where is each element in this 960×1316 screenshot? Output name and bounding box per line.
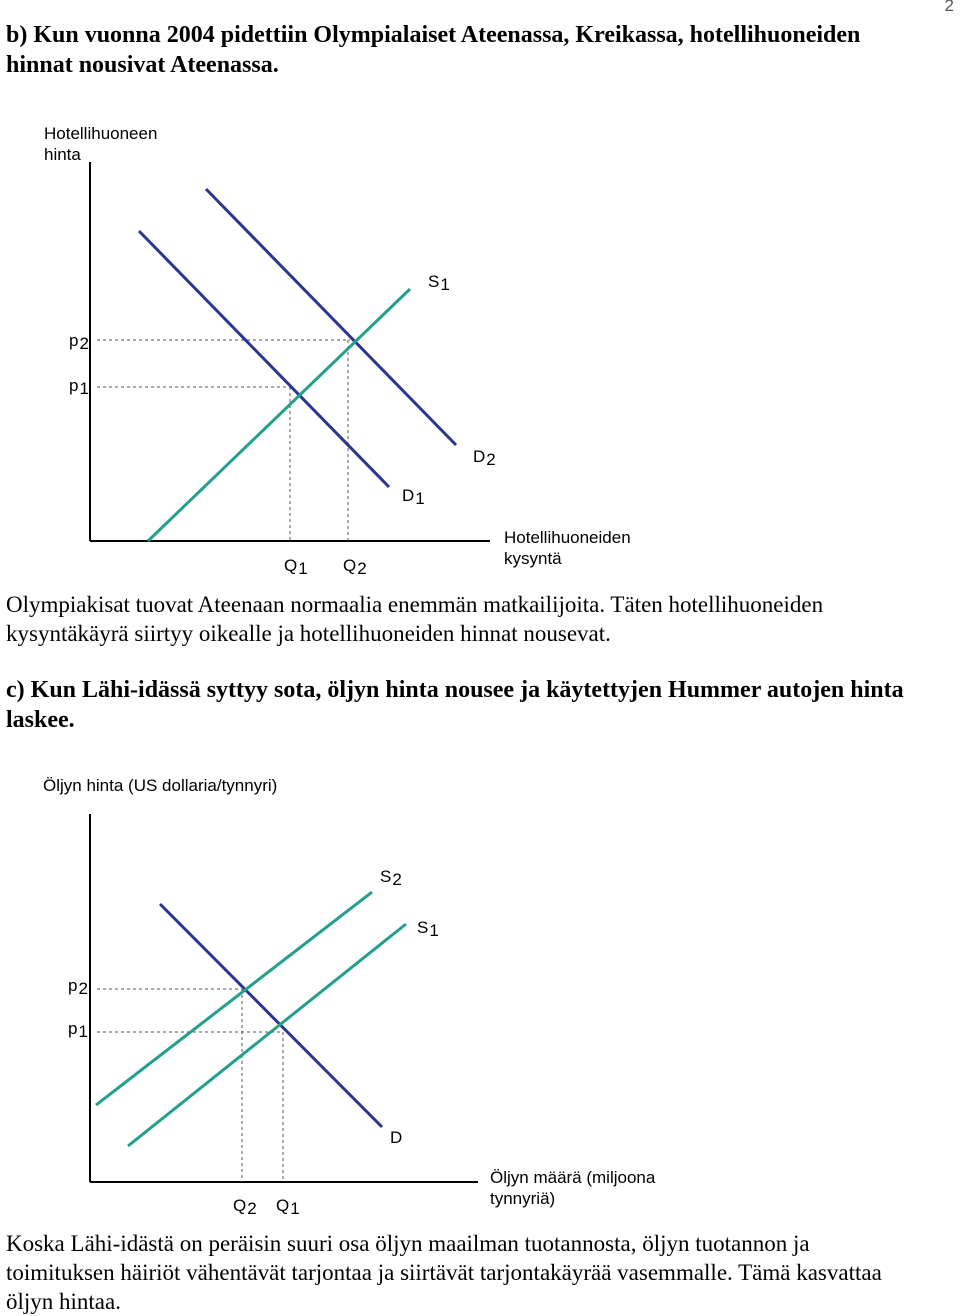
label-p2: p2 bbox=[68, 976, 88, 998]
y-axis-label-line1: Hotellihuoneen bbox=[44, 124, 158, 143]
x-axis-label-line2: tynnyriä) bbox=[490, 1189, 556, 1208]
section-b-heading-line2: hinnat nousivat Ateenassa. bbox=[6, 52, 279, 78]
label-p1: p1 bbox=[69, 376, 89, 398]
y-axis-label: Öljyn hinta (US dollaria/tynnyri) bbox=[43, 776, 278, 795]
demand-curve-d2 bbox=[206, 189, 456, 445]
section-c-heading bbox=[6, 675, 904, 735]
label-p2: p2 bbox=[69, 331, 89, 353]
section-c-explanation-line1: Koska Lähi-idästä on peräisin suuri osa öljyn maailman tuotannosta, öljyn tuotannon ja bbox=[6, 1231, 810, 1256]
section-c-explanation bbox=[6, 1229, 882, 1316]
label-q1: Q1 bbox=[276, 1196, 300, 1218]
section-c-explanation-line2: toimituksen häiriöt vähentävät tarjontaa ja siirtävät tarjontakäyrää vasemmalle. Tämä kasvattaa bbox=[6, 1260, 882, 1285]
y-axis-label-line2: hinta bbox=[44, 145, 81, 164]
section-b-explanation-line1: Olympiakisat tuovat Ateenaan normaalia enemmän matkailijoita. Täten hotellihuoneiden bbox=[6, 592, 824, 617]
label-s1: S1 bbox=[428, 272, 450, 294]
section-c-explanation-line3: öljyn hintaa. bbox=[6, 1289, 121, 1314]
label-q2: Q2 bbox=[343, 556, 367, 578]
label-d: D bbox=[390, 1128, 403, 1147]
demand-curve-d1 bbox=[139, 231, 389, 487]
x-axis-label-line1: Öljyn määrä (miljoona bbox=[490, 1168, 656, 1187]
label-s1: S1 bbox=[417, 918, 439, 940]
section-c-heading-line1: c) Kun Lähi-idässä syttyy sota, öljyn hinta nousee ja käytettyjen Hummer autojen hinta bbox=[6, 677, 904, 703]
supply-curve-s1 bbox=[128, 924, 406, 1146]
label-d1: D1 bbox=[402, 486, 425, 508]
x-axis-label-line1: Hotellihuoneiden bbox=[504, 528, 631, 547]
section-b-explanation-line2: kysyntäkäyrä siirtyy oikealle ja hotellihuoneiden hinnat nousevat. bbox=[6, 621, 611, 646]
label-p1: p1 bbox=[68, 1019, 88, 1041]
oil-supply-chart bbox=[0, 760, 960, 1300]
label-q1: Q1 bbox=[284, 556, 308, 578]
hotel-demand-chart bbox=[0, 0, 960, 600]
label-d2: D2 bbox=[473, 447, 496, 469]
section-b-heading-line1: b) Kun vuonna 2004 pidettiin Olympialaiset Ateenassa, Kreikassa, hotellihuoneiden bbox=[6, 22, 861, 48]
page-number: 2 bbox=[944, 0, 954, 15]
section-b-explanation bbox=[6, 590, 823, 648]
supply-curve-s1 bbox=[148, 289, 410, 541]
supply-curve-s2 bbox=[96, 892, 372, 1105]
section-c-heading-line2: laskee. bbox=[6, 707, 75, 733]
label-q2: Q2 bbox=[233, 1196, 257, 1218]
x-axis-label-line2: kysyntä bbox=[504, 549, 562, 568]
label-s2: S2 bbox=[380, 867, 402, 889]
